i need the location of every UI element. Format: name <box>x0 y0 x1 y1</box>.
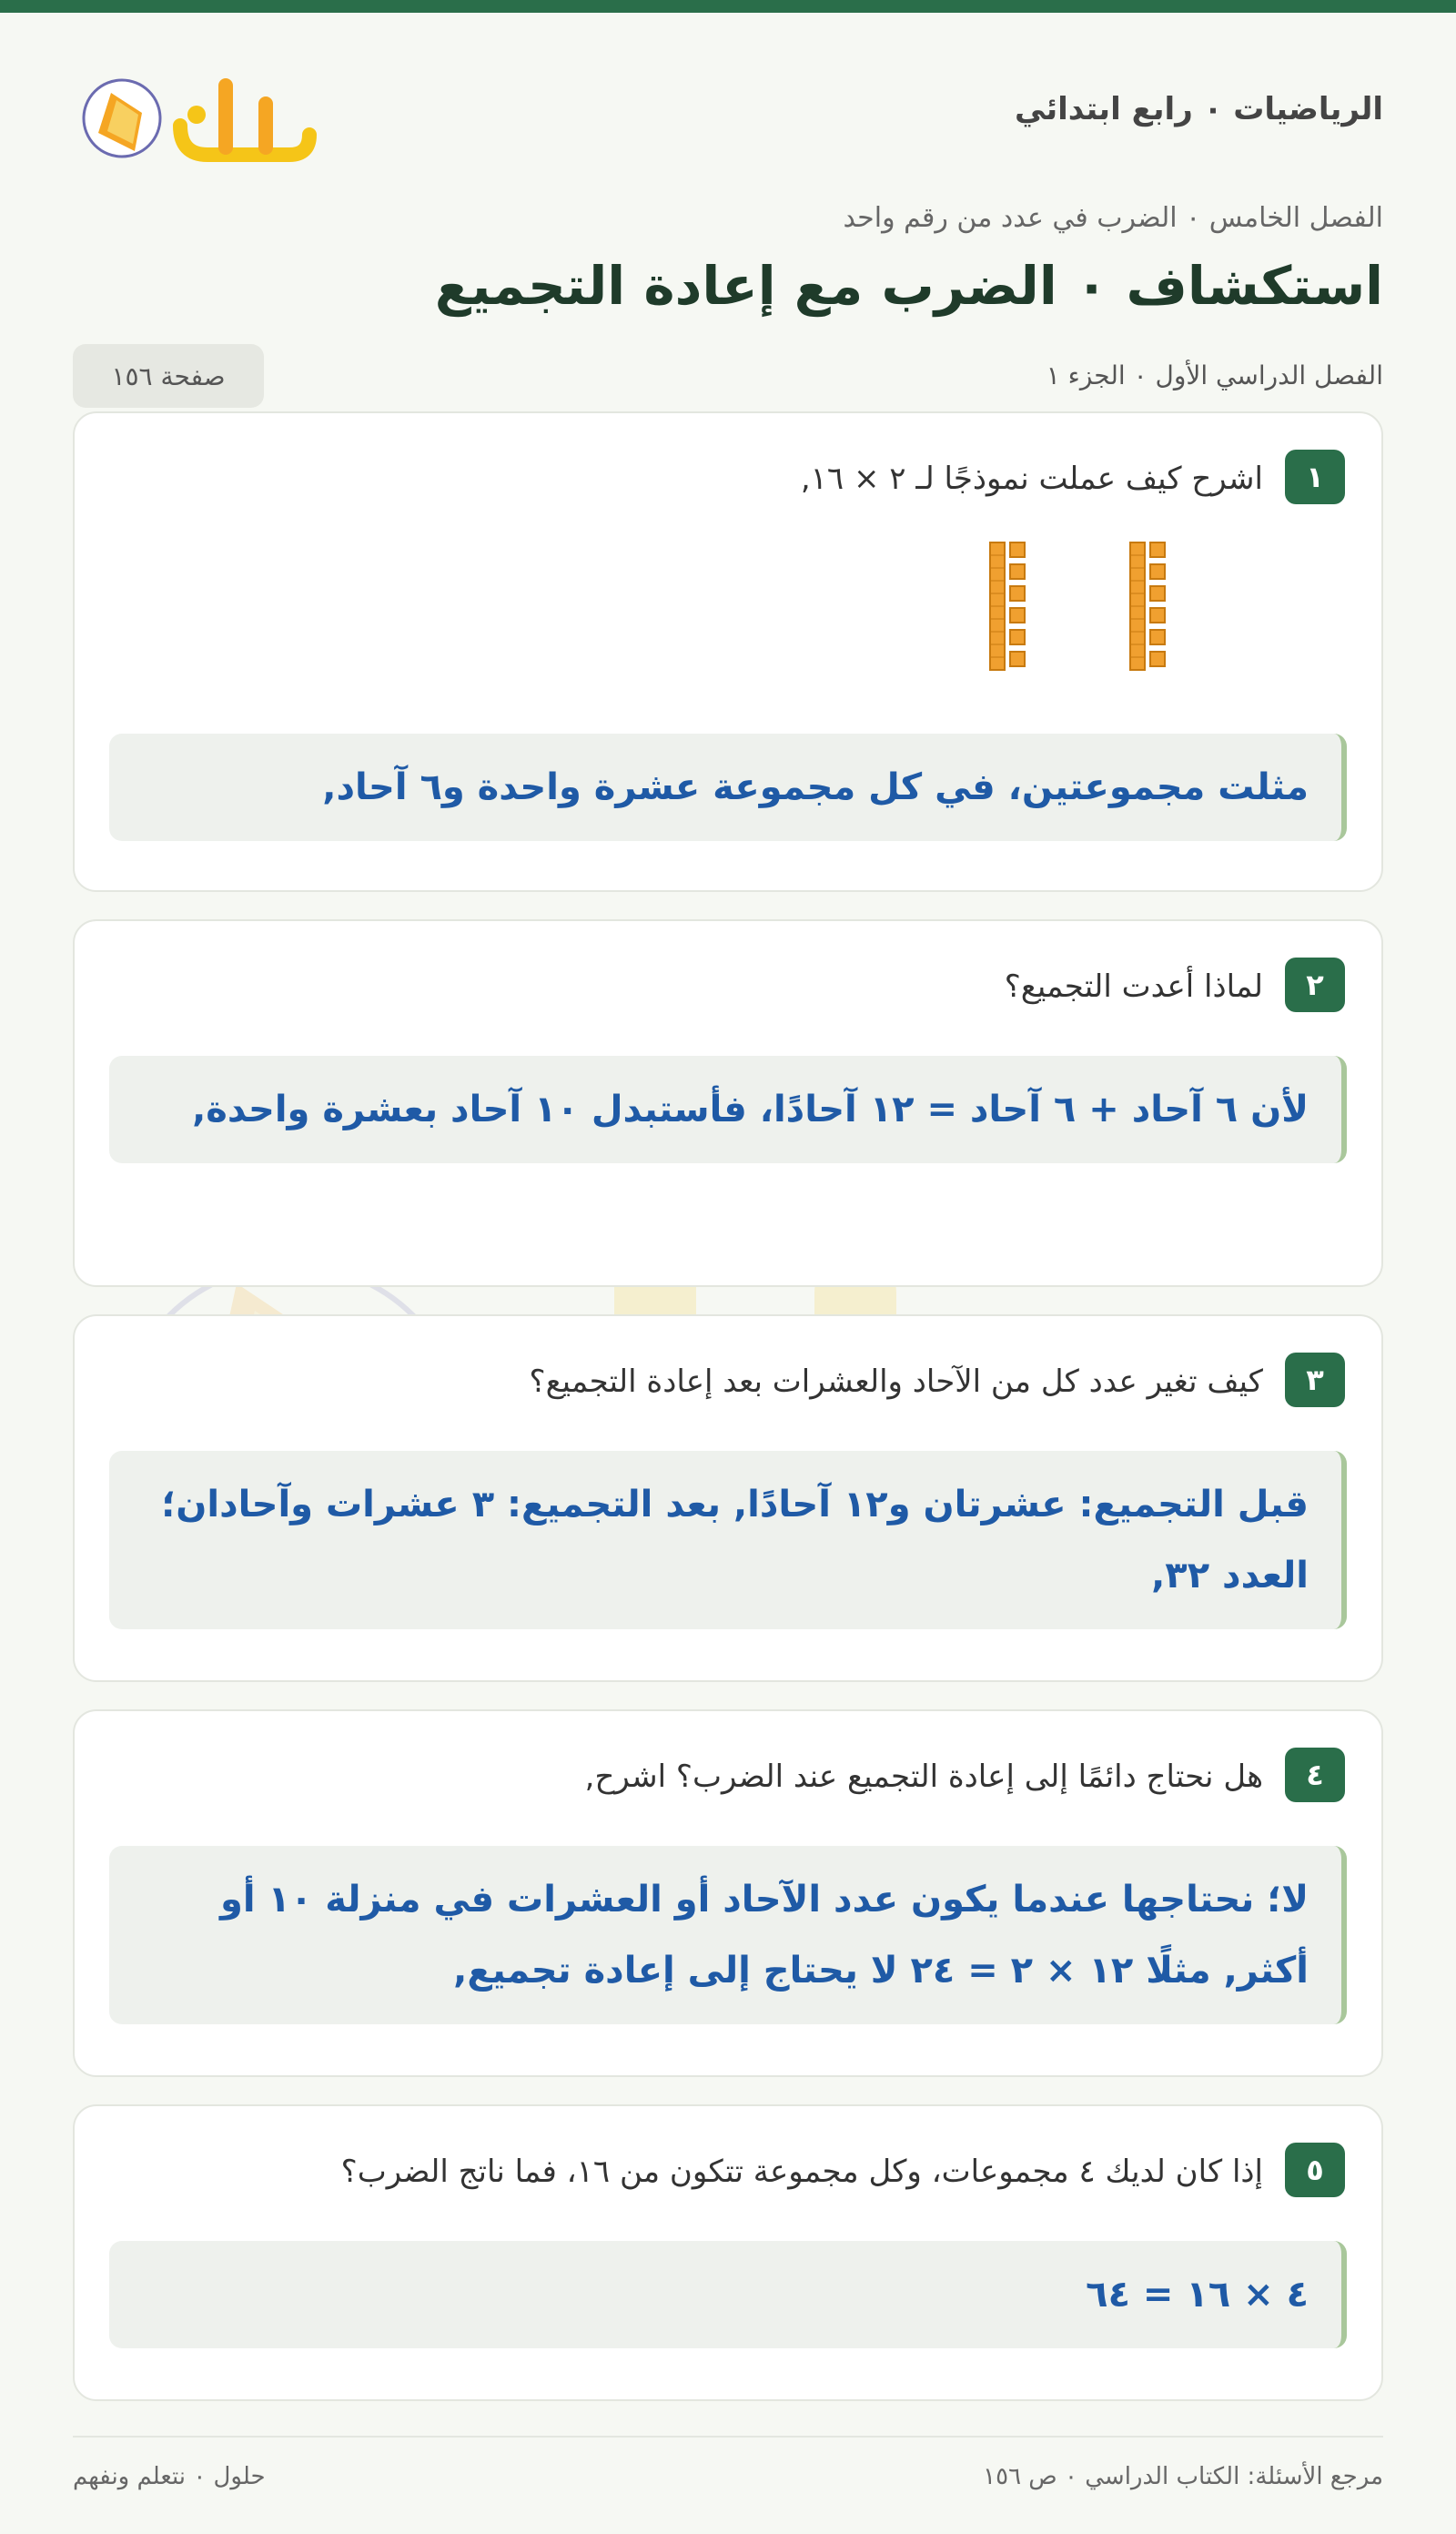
question-number: ١ <box>1285 450 1345 504</box>
question-number: ٤ <box>1285 1748 1345 1802</box>
question-card-2 <box>73 919 1383 1287</box>
answer-box: لا؛ نحتاجها عندما يكون عدد الآحاد أو العشرات في منزلة ١٠ أو أكثر, مثلًا ١٢ × ٢ = ٢٤ لا يحتاج إلى إعادة تجميع, <box>109 1846 1347 2024</box>
question-text: كيف تغير عدد كل من الآحاد والعشرات بعد إعادة التجميع؟ <box>529 1363 1263 1400</box>
chapter-label: الفصل الخامس ٠ الضرب في عدد من رقم واحد <box>843 202 1383 234</box>
question-number: ٣ <box>1285 1353 1345 1407</box>
footer-divider <box>73 2436 1383 2438</box>
question-number: ٥ <box>1285 2143 1345 2197</box>
semester-label: الفصل الدراسي الأول ٠ الجزء ١ <box>1046 360 1383 390</box>
footer-brand: حلول ٠ نتعلم ونفهم <box>73 2463 266 2490</box>
hulul-logo[interactable] <box>71 67 326 167</box>
question-card-3 <box>73 1314 1383 1682</box>
tens-rod-group-2 <box>990 542 1025 670</box>
question-text: هل نحتاج دائمًا إلى إعادة التجميع عند الضرب؟ اشرح, <box>584 1759 1263 1795</box>
question-number: ٢ <box>1285 958 1345 1012</box>
question-card-1 <box>73 411 1383 892</box>
base-ten-blocks-model <box>75 532 1385 677</box>
subject-label: الرياضيات ٠ رابع ابتدائي <box>1014 91 1383 127</box>
tens-rod-group-1 <box>1130 542 1165 670</box>
footer-reference: مرجع الأسئلة: الكتاب الدراسي ٠ ص ١٥٦ <box>983 2463 1383 2490</box>
answer-box: قبل التجميع: عشرتان و١٢ آحادًا, بعد التجميع: ٣ عشرات وآحادان؛ العدد ٣٢, <box>109 1451 1347 1629</box>
answer-box: مثلت مجموعتين، في كل مجموعة عشرة واحدة و٦ آحاد, <box>109 734 1347 841</box>
question-text: إذا كان لديك ٤ مجموعات، وكل مجموعة تتكون من ١٦، فما ناتج الضرب؟ <box>340 2154 1263 2190</box>
top-accent-bar <box>0 0 1456 13</box>
question-card-4 <box>73 1709 1383 2077</box>
question-card-5 <box>73 2104 1383 2401</box>
answer-box: ٤ × ١٦ = ٦٤ <box>109 2241 1347 2348</box>
question-text: لماذا أعدت التجميع؟ <box>1004 968 1263 1005</box>
question-text: اشرح كيف عملت نموذجًا لـ ٢ × ١٦, <box>800 461 1263 497</box>
page-title: استكشاف ٠ الضرب مع إعادة التجميع <box>434 255 1383 317</box>
page-number-badge: صفحة ١٥٦ <box>73 344 264 408</box>
answer-box: لأن ٦ آحاد + ٦ آحاد = ١٢ آحادًا، فأستبدل ١٠ آحاد بعشرة واحدة, <box>109 1056 1347 1163</box>
